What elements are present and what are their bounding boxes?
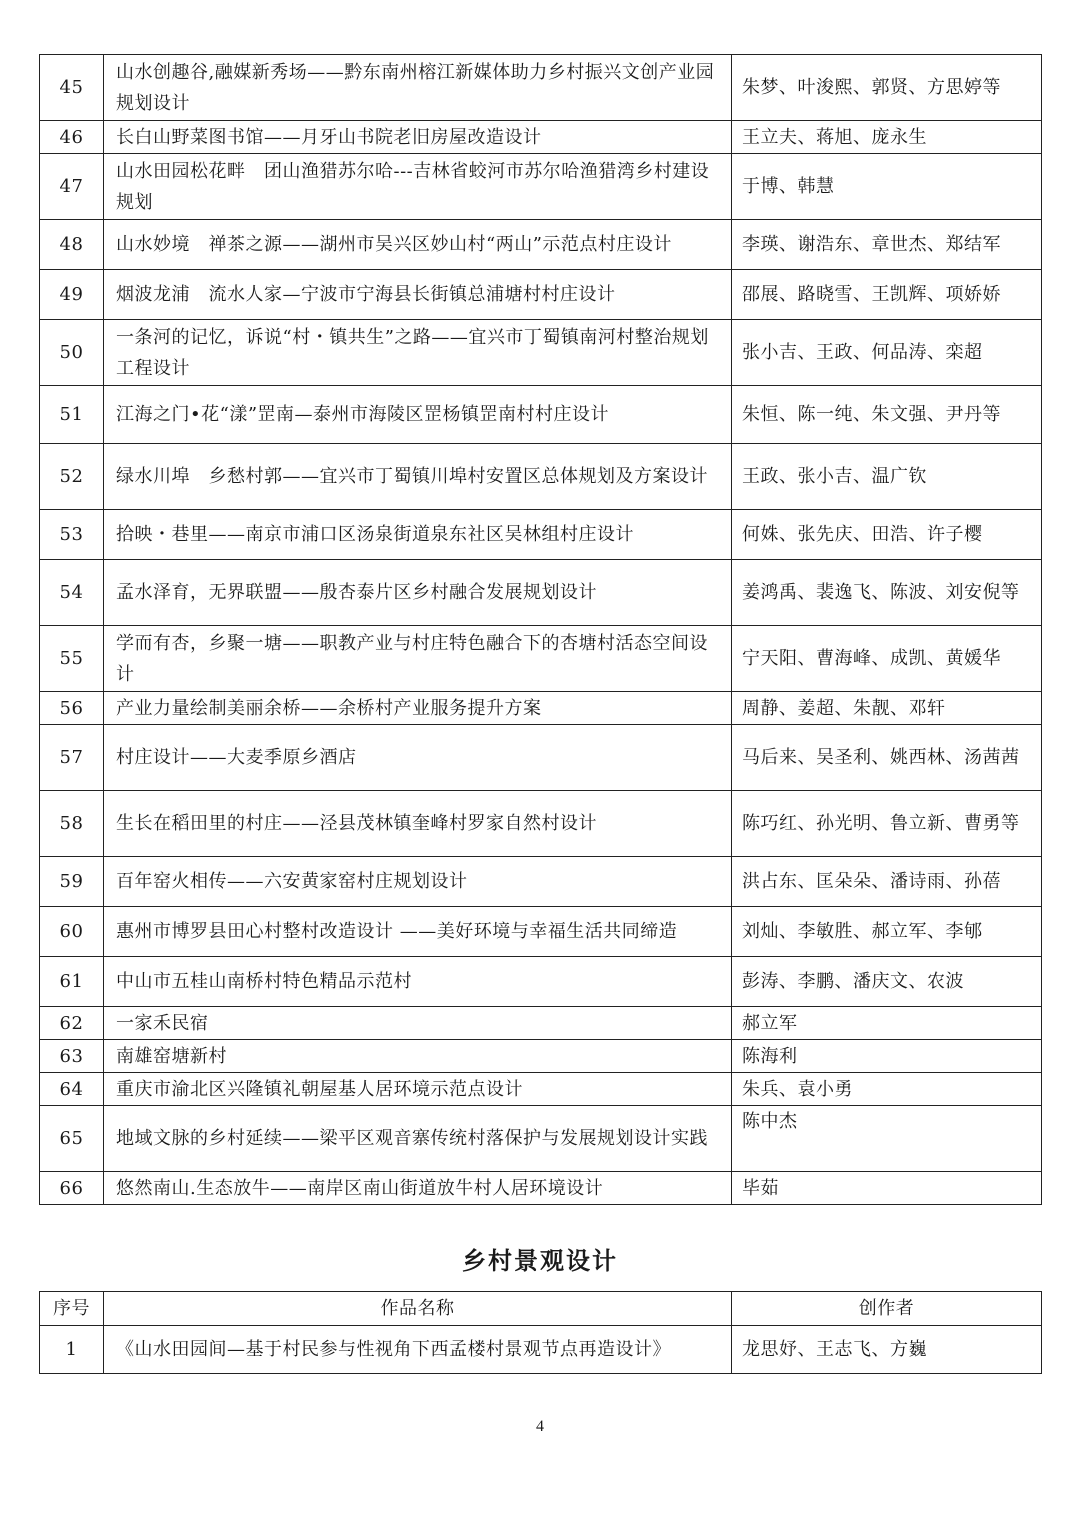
work-title: 《山水田园间—基于村民参与性视角下西孟楼村景观节点再造设计》 xyxy=(104,1326,732,1374)
work-authors: 马后来、吴圣利、姚西林、汤茜茜 xyxy=(732,725,1042,791)
work-authors: 彭涛、李鹏、潘庆文、农波 xyxy=(732,957,1042,1007)
work-title: 一条河的记忆，诉说“村・镇共生”之路——宜兴市丁蜀镇南河村整治规划工程设计 xyxy=(104,320,732,386)
work-title: 绿水川埠 乡愁村郭——宜兴市丁蜀镇川埠村安置区总体规划及方案设计 xyxy=(104,444,732,510)
work-title: 产业力量绘制美丽余桥——余桥村产业服务提升方案 xyxy=(104,692,732,725)
row-number: 63 xyxy=(40,1040,104,1073)
table-row xyxy=(40,791,1042,857)
page-number: 4 xyxy=(536,1418,544,1435)
work-authors: 毕茹 xyxy=(732,1172,1042,1205)
work-title: 山水田园松花畔 团山渔猎苏尔哈---吉林省蛟河市苏尔哈渔猎湾乡村建设规划 xyxy=(104,154,732,220)
row-number: 49 xyxy=(40,270,104,320)
row-number: 64 xyxy=(40,1073,104,1106)
work-authors: 王政、张小吉、温广钦 xyxy=(732,444,1042,510)
work-authors: 刘灿、李敏胜、郝立军、李郇 xyxy=(732,907,1042,957)
row-number: 57 xyxy=(40,725,104,791)
work-authors: 朱恒、陈一纯、朱文强、尹丹等 xyxy=(732,386,1042,444)
row-number: 52 xyxy=(40,444,104,510)
table-row xyxy=(40,1073,1042,1106)
table-row xyxy=(40,444,1042,510)
row-number: 54 xyxy=(40,560,104,626)
work-title: 山水创趣谷,融媒新秀场——黔东南州榕江新媒体助力乡村振兴文创产业园规划设计 xyxy=(104,55,732,121)
row-number: 45 xyxy=(40,55,104,121)
row-number: 1 xyxy=(40,1326,104,1374)
work-title: 百年窑火相传——六安黄家窑村庄规划设计 xyxy=(104,857,732,907)
work-authors: 洪占东、匡朵朵、潘诗雨、孙蓓 xyxy=(732,857,1042,907)
table-row xyxy=(40,121,1042,154)
work-title: 悠然南山.生态放牛——南岸区南山街道放牛村人居环境设计 xyxy=(104,1172,732,1205)
work-title: 一家禾民宿 xyxy=(104,1007,732,1040)
work-title: 村庄设计——大麦季原乡酒店 xyxy=(104,725,732,791)
award-list-table xyxy=(39,54,1042,1205)
work-title: 重庆市渝北区兴隆镇礼朝屋基人居环境示范点设计 xyxy=(104,1073,732,1106)
work-title: 烟波龙浦 流水人家—宁波市宁海县长街镇总浦塘村村庄设计 xyxy=(104,270,732,320)
table-row xyxy=(40,1040,1042,1073)
work-authors: 朱兵、袁小勇 xyxy=(732,1073,1042,1106)
work-title: 学而有杏，乡聚一塘——职教产业与村庄特色融合下的杏塘村活态空间设计 xyxy=(104,626,732,692)
table-row xyxy=(40,857,1042,907)
table-header-row xyxy=(40,1292,1042,1326)
section-title: 乡村景观设计 xyxy=(462,1247,618,1275)
column-header-title: 作品名称 xyxy=(104,1292,732,1326)
table-row xyxy=(40,907,1042,957)
work-authors: 李瑛、谢浩东、章世杰、郑结军 xyxy=(732,220,1042,270)
row-number: 60 xyxy=(40,907,104,957)
work-authors: 朱梦、叶浚熙、郭贤、方思婷等 xyxy=(732,55,1042,121)
work-title: 生长在稻田里的村庄——泾县茂林镇奎峰村罗家自然村设计 xyxy=(104,791,732,857)
work-authors: 宁天阳、曹海峰、成凯、黄媛华 xyxy=(732,626,1042,692)
landscape-design-table xyxy=(39,1291,1042,1374)
row-number: 51 xyxy=(40,386,104,444)
table-row xyxy=(40,270,1042,320)
table-row xyxy=(40,725,1042,791)
work-title: 惠州市博罗县田心村整村改造设计 ——美好环境与幸福生活共同缔造 xyxy=(104,907,732,957)
table-row xyxy=(40,626,1042,692)
work-authors: 陈中杰 xyxy=(732,1106,1042,1172)
work-authors: 于博、韩慧 xyxy=(732,154,1042,220)
work-authors: 陈巧红、孙光明、鲁立新、曹勇等 xyxy=(732,791,1042,857)
work-authors: 邵展、路晓雪、王凯辉、项娇娇 xyxy=(732,270,1042,320)
work-authors: 周静、姜超、朱靓、邓轩 xyxy=(732,692,1042,725)
work-title: 孟水泽育，无界联盟——殷杏泰片区乡村融合发展规划设计 xyxy=(104,560,732,626)
work-title: 南雄窑塘新村 xyxy=(104,1040,732,1073)
row-number: 62 xyxy=(40,1007,104,1040)
work-title: 中山市五桂山南桥村特色精品示范村 xyxy=(104,957,732,1007)
work-authors: 张小吉、王政、何品涛、栾超 xyxy=(732,320,1042,386)
table-row xyxy=(40,560,1042,626)
table-row xyxy=(40,957,1042,1007)
row-number: 59 xyxy=(40,857,104,907)
work-authors: 陈海利 xyxy=(732,1040,1042,1073)
table-row xyxy=(40,386,1042,444)
table-row xyxy=(40,1326,1042,1374)
row-number: 65 xyxy=(40,1106,104,1172)
table-row xyxy=(40,154,1042,220)
column-header-number: 序号 xyxy=(40,1292,104,1326)
work-authors: 龙思妤、王志飞、方巍 xyxy=(732,1326,1042,1374)
table-row xyxy=(40,220,1042,270)
table-row xyxy=(40,55,1042,121)
table-row xyxy=(40,692,1042,725)
table-row xyxy=(40,510,1042,560)
row-number: 53 xyxy=(40,510,104,560)
row-number: 47 xyxy=(40,154,104,220)
work-title: 江海之门•花“漾”罡南—泰州市海陵区罡杨镇罡南村村庄设计 xyxy=(104,386,732,444)
column-header-authors: 创作者 xyxy=(732,1292,1042,1326)
row-number: 48 xyxy=(40,220,104,270)
table-row xyxy=(40,320,1042,386)
table-row xyxy=(40,1007,1042,1040)
work-authors: 王立夫、蒋旭、庞永生 xyxy=(732,121,1042,154)
row-number: 66 xyxy=(40,1172,104,1205)
table-row xyxy=(40,1106,1042,1172)
work-authors: 姜鸿禹、裴逸飞、陈波、刘安倪等 xyxy=(732,560,1042,626)
work-title: 拾映・巷里——南京市浦口区汤泉街道泉东社区吴林组村庄设计 xyxy=(104,510,732,560)
work-title: 长白山野菜图书馆——月牙山书院老旧房屋改造设计 xyxy=(104,121,732,154)
work-authors: 郝立军 xyxy=(732,1007,1042,1040)
work-title: 地域文脉的乡村延续——梁平区观音寨传统村落保护与发展规划设计实践 xyxy=(104,1106,732,1172)
row-number: 50 xyxy=(40,320,104,386)
row-number: 56 xyxy=(40,692,104,725)
table-row xyxy=(40,1172,1042,1205)
row-number: 61 xyxy=(40,957,104,1007)
work-title: 山水妙境 禅茶之源——湖州市吴兴区妙山村“两山”示范点村庄设计 xyxy=(104,220,732,270)
work-authors: 何姝、张先庆、田浩、许子樱 xyxy=(732,510,1042,560)
row-number: 55 xyxy=(40,626,104,692)
row-number: 58 xyxy=(40,791,104,857)
row-number: 46 xyxy=(40,121,104,154)
